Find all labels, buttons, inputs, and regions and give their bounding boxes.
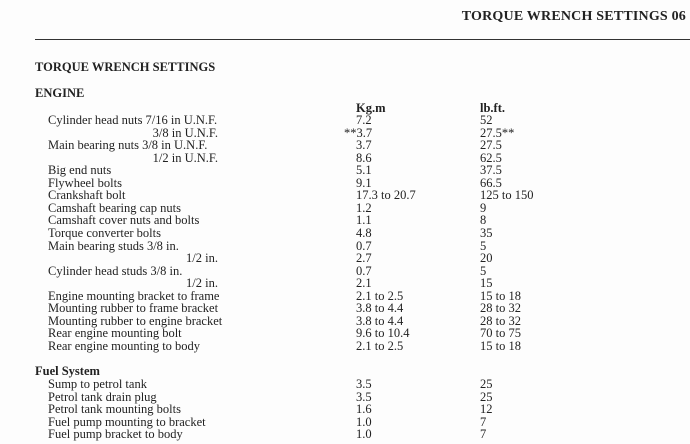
row-label: Rear engine mounting bolt <box>48 326 182 341</box>
row-label: Camshaft cover nuts and bolts <box>48 213 200 228</box>
lbft-value: 25 <box>480 389 493 404</box>
kgm-value: 17.3 to 20.7 <box>356 188 416 203</box>
lbft-value: 20 <box>480 251 493 266</box>
kgm-value: 3.8 to 4.4 <box>356 313 404 328</box>
kgm-value: 7.2 <box>356 113 372 127</box>
row-label: Main bearing studs 3/8 in. <box>48 238 179 253</box>
column-header-kgm: Kg.m <box>356 101 386 115</box>
section-heading-engine: ENGINE <box>35 86 85 100</box>
row-label: Sump to petrol tank <box>48 377 147 391</box>
lbft-value: 15 <box>480 276 493 291</box>
row-label: Fuel pump mounting to bracket <box>48 414 206 429</box>
lbft-value: 35 <box>480 225 493 240</box>
row-label: Torque converter bolts <box>48 225 161 240</box>
row-label: Main bearing nuts 3/8 in U.N.F. <box>48 138 208 153</box>
row-label: Cylinder head studs 3/8 in. <box>48 263 183 278</box>
row-label: Petrol tank drain plug <box>48 389 157 404</box>
lbft-value: 52 <box>480 113 493 127</box>
lbft-value: 25 <box>480 377 493 391</box>
lbft-value: 7 <box>480 427 487 442</box>
kgm-value: 1.2 <box>356 200 372 215</box>
row-label: Cylinder head nuts 7/16 in U.N.F. <box>48 113 218 127</box>
lbft-value: 28 to 32 <box>480 301 521 316</box>
kgm-value: 8.6 <box>356 150 372 165</box>
kgm-value: 2.1 <box>356 276 372 291</box>
lbft-value: 12 <box>480 402 493 417</box>
table-row <box>0 428 690 441</box>
table-row <box>0 240 690 253</box>
row-label: Engine mounting bracket to frame <box>48 288 220 303</box>
kgm-value: 1.0 <box>356 427 372 442</box>
kgm-value: 2.1 to 2.5 <box>356 338 404 353</box>
lbft-value: 125 to 150 <box>480 188 534 203</box>
row-label: Crankshaft bolt <box>48 188 126 203</box>
kgm-value: 0.7 <box>356 238 372 253</box>
kgm-value: 2.7 <box>356 251 372 266</box>
kgm-value: 3.5 <box>356 389 372 404</box>
row-label: Rear engine mounting to body <box>48 338 201 353</box>
row-label: 1/2 in. <box>186 276 218 291</box>
row-label: Mounting rubber to engine bracket <box>48 313 223 328</box>
table-row <box>0 340 690 353</box>
page-title: TORQUE WRENCH SETTINGS <box>35 60 216 74</box>
table-row <box>0 265 690 278</box>
lbft-value: 15 to 18 <box>480 338 521 353</box>
lbft-value: 5 <box>480 263 487 278</box>
table-row <box>0 227 690 240</box>
kgm-value: 1.6 <box>356 402 372 417</box>
kgm-value: 5.1 <box>356 163 372 178</box>
lbft-value: 9 <box>480 200 487 215</box>
kgm-value: **3.7 <box>344 125 373 140</box>
row-label: 3/8 in U.N.F. <box>152 125 218 140</box>
kgm-value: 1.1 <box>356 213 372 228</box>
kgm-value: 9.1 <box>356 175 372 190</box>
lbft-value: 70 to 75 <box>480 326 521 341</box>
lbft-value: 66.5 <box>480 175 502 190</box>
row-label: 1/2 in. <box>186 251 218 266</box>
header-rule <box>35 39 690 40</box>
lbft-value: 37.5 <box>480 163 502 178</box>
kgm-value: 9.6 to 10.4 <box>356 326 410 341</box>
row-label: Fuel pump bracket to body <box>48 427 183 442</box>
column-header-lbft: lb.ft. <box>480 101 505 115</box>
section-heading-fuel-system: Fuel System <box>35 364 100 378</box>
lbft-value: 27.5** <box>480 125 515 140</box>
kgm-value: 1.0 <box>356 414 372 429</box>
row-label: Petrol tank mounting bolts <box>48 402 181 417</box>
lbft-value: 5 <box>480 238 487 253</box>
running-header: TORQUE WRENCH SETTINGS 06 <box>461 9 686 24</box>
kgm-value: 3.7 <box>356 138 372 153</box>
kgm-value: 4.8 <box>356 225 372 240</box>
lbft-value: 62.5 <box>480 150 502 165</box>
kgm-value: 0.7 <box>356 263 372 278</box>
row-label: Flywheel bolts <box>48 175 122 190</box>
row-label: Camshaft bearing cap nuts <box>48 200 181 215</box>
lbft-value: 27.5 <box>480 138 502 153</box>
row-label: Mounting rubber to frame bracket <box>48 301 219 316</box>
kgm-value: 2.1 to 2.5 <box>356 288 404 303</box>
row-label: Big end nuts <box>48 163 112 178</box>
lbft-value: 8 <box>480 213 487 228</box>
table-row <box>0 139 690 152</box>
lbft-value: 7 <box>480 414 487 429</box>
kgm-value: 3.5 <box>356 377 372 391</box>
lbft-value: 15 to 18 <box>480 288 521 303</box>
kgm-value: 3.8 to 4.4 <box>356 301 404 316</box>
lbft-value: 28 to 32 <box>480 313 521 328</box>
row-label: 1/2 in U.N.F. <box>152 150 218 165</box>
